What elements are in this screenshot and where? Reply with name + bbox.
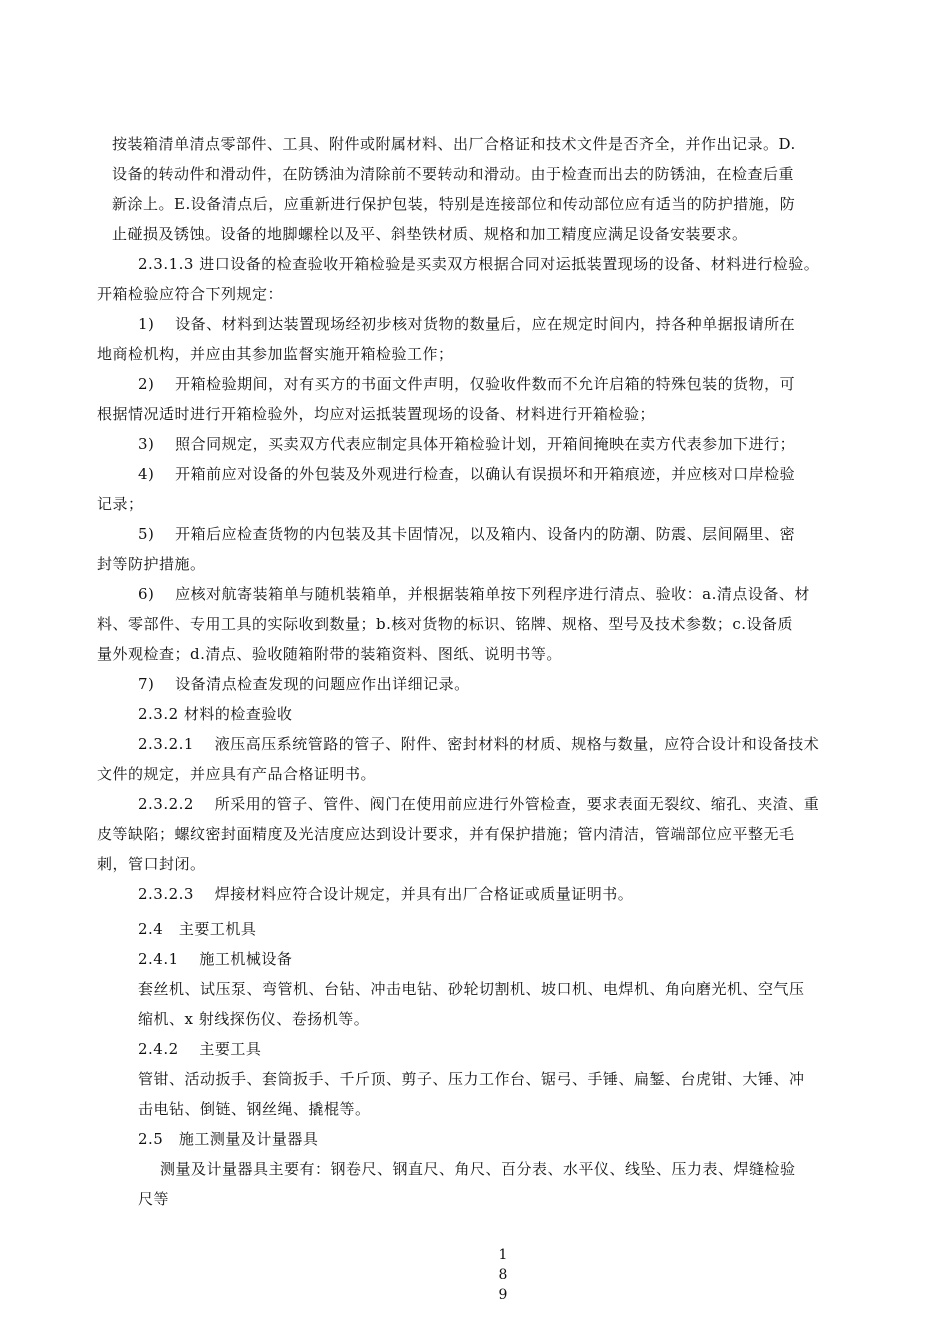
- text-line: 封等防护措施。: [97, 555, 206, 573]
- text-line: 7) 设备清点检查发现的问题应作出详细记录。: [138, 675, 470, 693]
- text-line: 开箱检验应符合下列规定：: [97, 285, 284, 303]
- text-line: 2.3.2.1 液压高压系统管路的管子、附件、密封材料的材质、规格与数量，应符合设计和设备技术: [138, 735, 820, 753]
- text-line: 3) 照合同规定，买卖双方代表应制定具体开箱检验计划，开箱间掩映在卖方代表参加下进行；: [138, 435, 796, 453]
- text-line: 5) 开箱后应检查货物的内包装及其卡固情况，以及箱内、设备内的防潮、防震、层间隔里、密: [138, 525, 796, 543]
- text-line: 止碰损及锈蚀。设备的地脚螺栓以及平、斜垫铁材质、规格和加工精度应满足设备安装要求。: [112, 225, 748, 243]
- page-number-digit: 8: [498, 1267, 508, 1283]
- text-line: 记录；: [97, 495, 144, 513]
- text-line: 管钳、活动扳手、套筒扳手、千斤顶、剪子、压力工作台、锯弓、手锤、扁錾、台虎钳、大锤、冲: [138, 1070, 805, 1088]
- page-number: [496, 1245, 510, 1305]
- text-line: 新涂上。E.设备清点后，应重新进行保护包装，特别是连接部位和传动部位应有适当的防护措施，防: [112, 195, 796, 213]
- text-line: 套丝机、试压泵、弯管机、台钻、冲击电钻、砂轮切割机、坡口机、电焊机、角向磨光机、空气压: [138, 980, 805, 998]
- text-line: 缩机、x 射线探伤仪、卷扬机等。: [138, 1010, 370, 1028]
- text-line: 量外观检查；d.清点、验收随箱附带的装箱资料、图纸、说明书等。: [97, 645, 562, 663]
- text-line: 按装箱清单清点零部件、工具、附件或附属材料、出厂合格证和技术文件是否齐全，并作出记录。D.: [112, 135, 796, 153]
- section-heading: 2.3.2 材料的检查验收: [138, 705, 293, 723]
- page-number-digit: 9: [498, 1287, 508, 1303]
- text-line: 文件的规定，并应具有产品合格证明书。: [97, 765, 377, 783]
- text-line: 2) 开箱检验期间，对有买方的书面文件声明，仅验收件数而不允许启箱的特殊包装的货物，可: [138, 375, 796, 393]
- text-line: 地商检机构，并应由其参加监督实施开箱检验工作；: [97, 345, 454, 363]
- text-line: 刺，管口封闭。: [97, 855, 206, 873]
- text-line: 根据情况适时进行开箱检验外，均应对运抵装置现场的设备、材料进行开箱检验；: [97, 405, 656, 423]
- section-heading: 2.4 主要工机具: [138, 920, 257, 938]
- text-line: 尺等: [138, 1190, 170, 1208]
- section-heading: 2.5 施工测量及计量器具: [138, 1130, 319, 1148]
- text-line: 料、零部件、专用工具的实际收到数量；b.核对货物的标识、铭牌、规格、型号及技术参数；c.设备质: [97, 615, 794, 633]
- text-line: 设备的转动件和滑动件，在防锈油为清除前不要转动和滑动。由于检查而出去的防锈油，在检查后重: [112, 165, 795, 183]
- text-line: 4) 开箱前应对设备的外包装及外观进行检查，以确认有误损坏和开箱痕迹，并应核对口岸检验: [138, 465, 796, 483]
- text-line: 6) 应核对航寄装箱单与随机装箱单，并根据装箱单按下列程序进行清点、验收：a.清点设备、材: [138, 585, 810, 603]
- page-number-digit: 1: [498, 1247, 508, 1263]
- text-line: 测量及计量器具主要有：钢卷尺、钢直尺、角尺、百分表、水平仪、线坠、压力表、焊缝检验: [160, 1160, 796, 1178]
- text-line: 2.3.2.3 焊接材料应符合设计规定，并具有出厂合格证或质量证明书。: [138, 885, 634, 903]
- text-line: 1) 设备、材料到达装置现场经初步核对货物的数量后，应在规定时间内，持各种单据报请所在: [138, 315, 796, 333]
- text-line: 皮等缺陷；螺纹密封面精度及光洁度应达到设计要求，并有保护措施；管内清洁，管端部位应平整无毛: [97, 825, 795, 843]
- section-heading: 2.4.2 主要工具: [138, 1040, 262, 1058]
- text-line: 2.3.1.3 进口设备的检查验收开箱检验是买卖双方根据合同对运抵装置现场的设备、材料进行检验。: [138, 255, 820, 273]
- section-heading: 2.4.1 施工机械设备: [138, 950, 293, 968]
- text-line: 2.3.2.2 所采用的管子、管件、阀门在使用前应进行外管检查，要求表面无裂纹、缩孔、夹渣、重: [138, 795, 820, 813]
- text-line: 击电钻、倒链、钢丝绳、撬棍等。: [138, 1100, 371, 1118]
